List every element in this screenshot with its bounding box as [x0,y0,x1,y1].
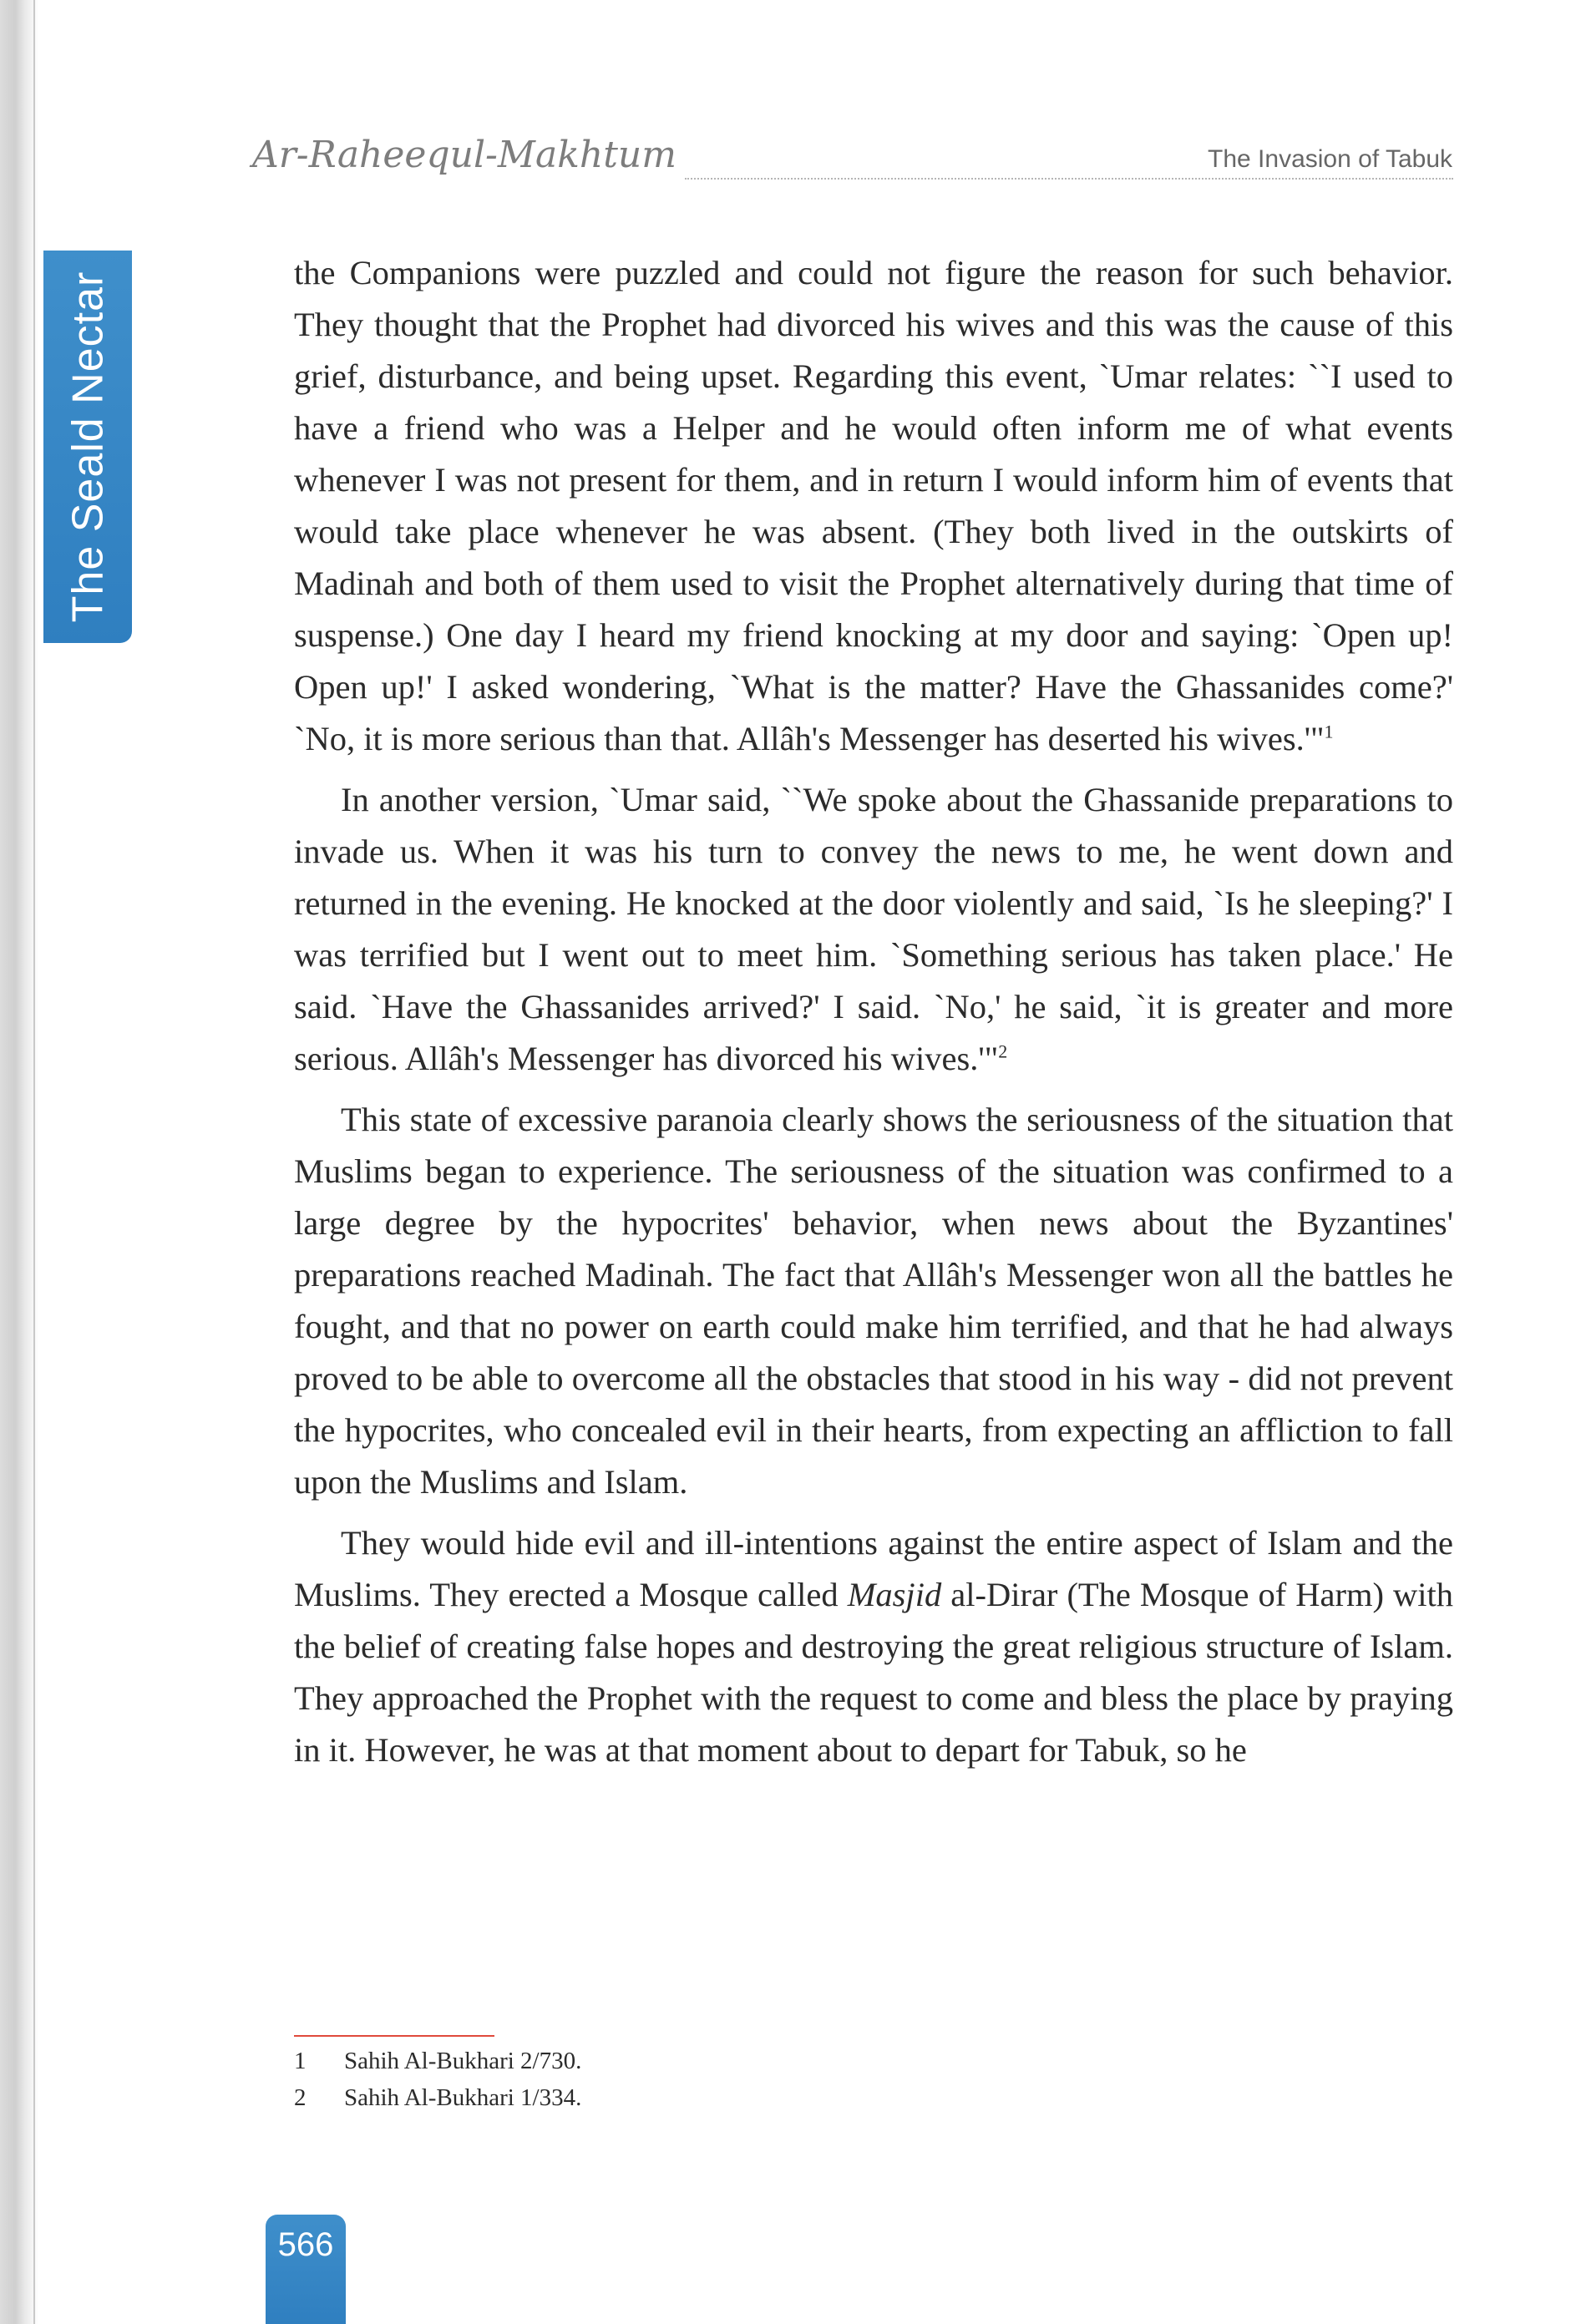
paragraph: This state of excessive paranoia clearly shows the seriousness of the situation that Muslims began to experience. The seriousness of the situation was confirmed to a large degree by the hypocrites' behavior, when news about the Byzantines' preparations reached Madinah. The fact that Allâh's Messenger won all the battles he fought, and that no power on earth could make him terrified, and that he had always proved to be able to overcome all the obstacles that stood in his way - did not prevent the hypocrites, who concealed evil in their hearts, from expecting an affliction to fall upon the Muslims and Islam. [294,1101,1453,1501]
header-dotted-rule [685,178,1453,180]
paragraph-text: al-Dirar (The Mosque of Harm) with the belief of creating false hopes and destroying the great religious structure of Islam. They approached the Prophet with the request to come and bless the place by praying in it. However, he was at that moment about to depart for Tabuk, so he [294,1576,1453,1769]
footnote-number: 1 [294,2048,307,2074]
footnote-divider [294,2035,494,2037]
footnotes [294,2043,1453,2116]
italic-term: Masjid [847,1576,942,1613]
footnote-text: Sahih Al-Bukhari 1/334. [344,2084,582,2111]
footnote-number: 2 [294,2084,307,2111]
footnote-ref: 1 [1324,721,1334,742]
spine-line [33,0,35,2324]
chapter-title: The Invasion of Tabuk [1208,145,1452,173]
side-tab-text: The Seald Nectar [63,271,112,623]
paragraph-text: They would hide evil and ill-intentions against the entire aspect of Islam and the Muslims. They erected a Mosque called [294,1524,1453,1613]
paragraph [294,1517,1453,1776]
page-number: 566 [277,2226,334,2263]
footnote [294,2079,1453,2116]
footnote-ref: 2 [998,1040,1008,1062]
footnote-text: Sahih Al-Bukhari 2/730. [344,2048,582,2074]
paragraph-text: the Companions were puzzled and could not figure the reason for such behavior. They thought that the Prophet had divorced his wives and this was the cause of this grief, disturbance, and being upset. Regarding this event, `Umar relates: ``I used to have a friend who was a Helper and he would often inform me of what events whenever I was not present for them, and in return I would inform him of events that would take place whenever he was absent. (They both lived in the outskirts of Madinah and both of them used to visit the Prophet alternatively during that time of suspense.) One day I heard my friend knocking at my door and saying: `Open up! Open up!' I asked wondering, `What is the matter? Have the Ghassanides come?' `No, it is more serious than that. Allâh's Messenger has deserted his wives.'" [294,254,1453,757]
paragraph [294,774,1453,1085]
side-tab-label [43,251,132,643]
book-title: Ar-Raheequl-Makhtum [252,134,676,176]
paragraph [294,247,1453,765]
footnote [294,2043,1453,2079]
paragraph-text: In another version, `Umar said, ``We spoke about the Ghassanide preparations to invade us. When it was his turn to convey the news to me, he went down and returned in the evening. He knocked at the door violently and said, `Is he sleeping?' I was terrified but I went out to meet him. `Something serious has taken place.' He said. `Have the Ghassanides arrived?' I said. `No,' he said, `it is greater and more serious. Allâh's Messenger has divorced his wives.'" [294,781,1453,1077]
body-text [294,247,1453,1785]
